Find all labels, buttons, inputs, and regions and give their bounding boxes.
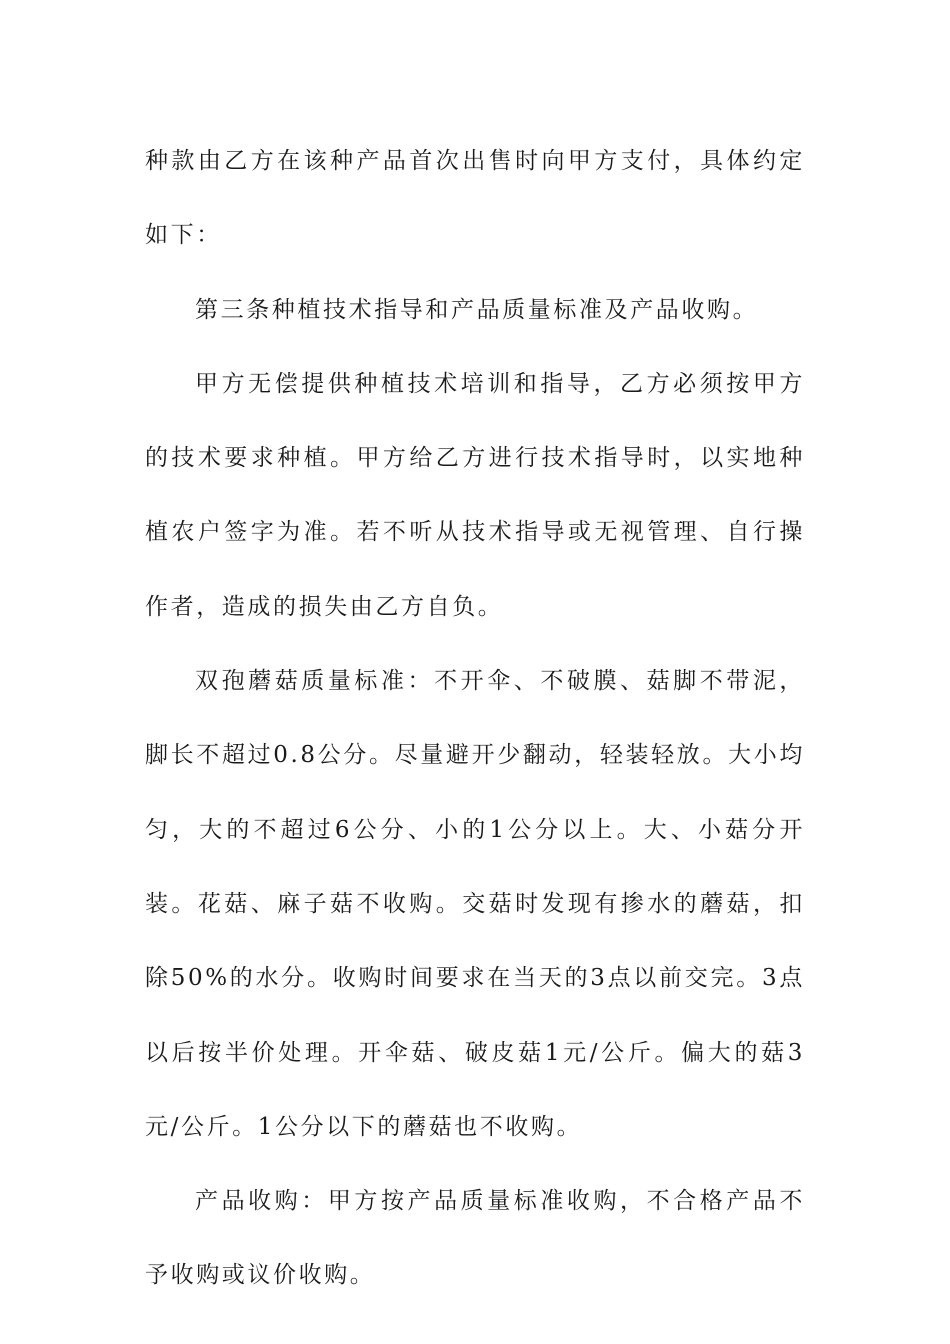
paragraph-product-purchase: 产品收购：甲方按产品质量标准收购，不合格产品不予收购或议价收购。 [145,1188,805,1289]
document-body [145,124,805,1313]
paragraph-article-three-heading: 第三条种植技术指导和产品质量标准及产品收购。 [195,296,759,323]
paragraph-technical-guidance: 甲方无偿提供种植技术培训和指导，乙方必须按甲方的技术要求种植。甲方给乙方进行技术指导时，以实地种植农户签字为准。若不听从技术指导或无视管理、自行操作者，造成的损失由乙方自负。 [145,370,805,620]
paragraph-payment-terms: 种款由乙方在该种产品首次出售时向甲方支付，具体约定如下： [145,148,805,249]
paragraph-mushroom-quality-standard: 双孢蘑菇质量标准：不开伞、不破膜、菇脚不带泥，脚长不超过0.8公分。尽量避开少翻动，轻装轻放。大小均匀，大的不超过6公分、小的1公分以上。大、小菇分开装。花菇、麻子菇不收购。交菇时发现有掺水的蘑菇，扣除50%的水分。收购时间要求在当天的3点以前交完。3点以后按半价处理。开伞菇、破皮菇1元/公斤。偏大的菇3元/公斤。1公分以下的蘑菇也不收购。 [145,668,805,1140]
